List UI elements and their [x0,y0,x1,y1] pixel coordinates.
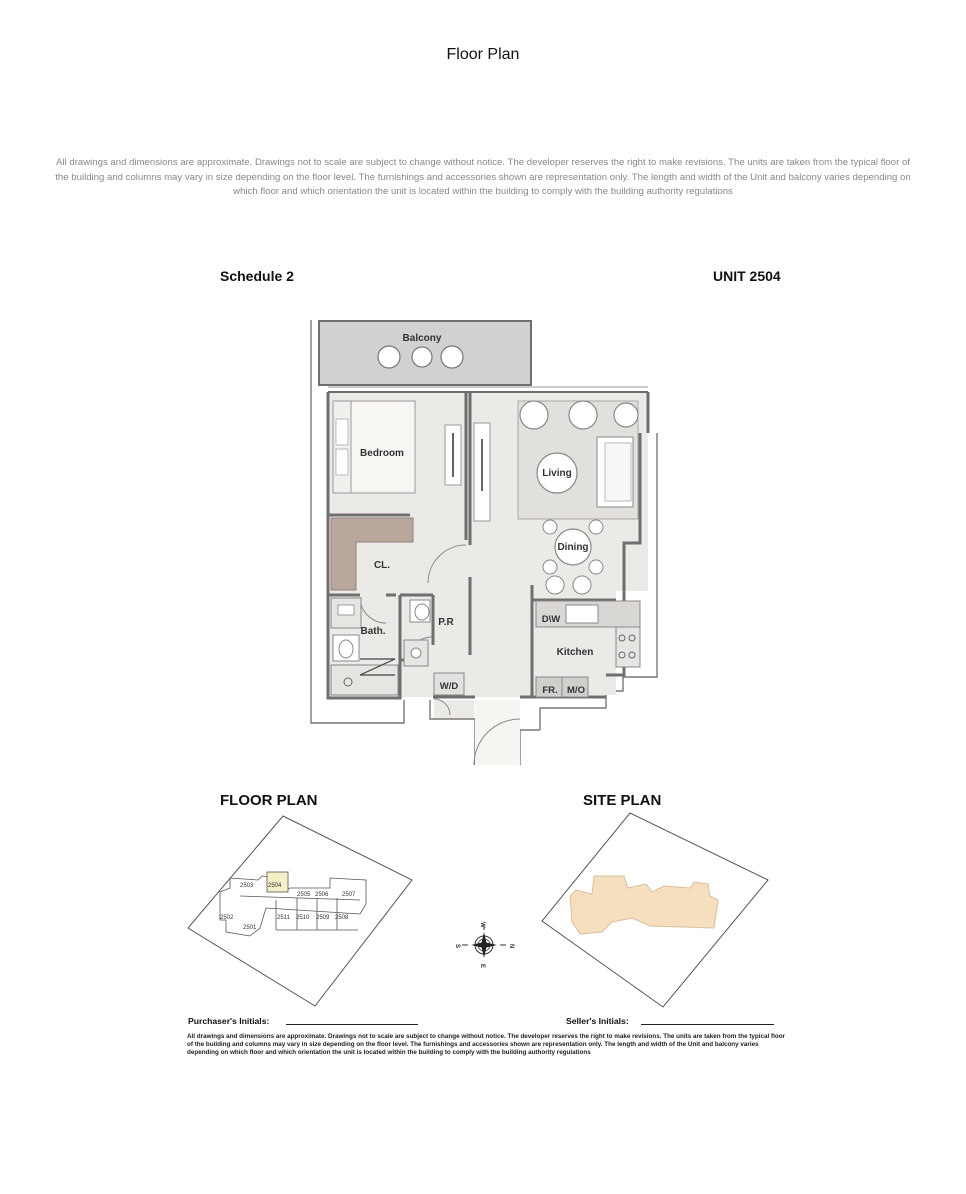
bath-label: Bath. [360,626,386,637]
unit-2501-label: 2501 [243,925,257,931]
key-plan-building [220,872,366,936]
unit-2509-label: 2509 [316,915,330,921]
fridge-label: FR. [542,685,558,696]
purchaser-initials-label: Purchaser's Initials: [188,1016,270,1026]
unit-2508-label: 2508 [335,915,349,921]
unit-2504-label: 2504 [268,883,282,889]
unit-2506-label: 2506 [315,892,329,898]
washer-dryer-label: W/D [439,681,459,692]
seller-initials-line[interactable] [641,1024,774,1025]
site-plan-building [570,876,718,934]
unit-label: UNIT 2504 [713,268,781,284]
living-label: Living [542,468,572,479]
compass-w-label: W [479,922,485,928]
dishwasher-label: D\W [541,614,561,625]
compass-n-label: N [508,944,514,949]
site-plan-heading: SITE PLAN [583,792,662,809]
compass-rose-icon [462,927,506,958]
unit-2503-label: 2503 [240,883,254,889]
closet-label: CL. [373,560,391,571]
microwave-label: M/O [567,685,585,696]
balcony-label: Balcony [402,333,442,344]
powder-room-label: P.R [438,617,454,628]
dining-label: Dining [557,542,589,553]
unit-2505-label: 2505 [297,892,311,898]
key-and-site-plans [180,808,780,1008]
page-title: Floor Plan [446,46,520,63]
compass-s-label: S [454,944,460,949]
purchaser-initials-line[interactable] [286,1024,418,1025]
compass-e-label: E [479,964,485,969]
balcony-area [319,321,531,385]
floor-plan-heading: FLOOR PLAN [220,792,318,809]
unit-2502-label: 2502 [220,915,234,921]
kitchen-label: Kitchen [556,647,594,658]
schedule-label: Schedule 2 [220,268,294,284]
unit-2507-label: 2507 [342,892,356,898]
unit-2510-label: 2510 [296,915,310,921]
bedroom-label: Bedroom [360,448,404,459]
seller-initials-label: Seller's Initials: [566,1016,629,1026]
floor-plan-drawing [300,315,670,775]
unit-2511-label: 2511 [277,915,290,921]
disclaimer-bottom: All drawings and dimensions are approximate. Drawings not to scale are subject to change without notice. The developer reserves the right to make revisions. The units are taken from the typical floor of the building and columns may vary in size depending on the floor level. The furnishings and accessories shown are representation only. The length and width of the Unit and balcony varies depending on which floor and which orientation the unit is located within the building to comply with the building authority regulations [187,1033,786,1056]
disclaimer-top: All drawings and dimensions are approximate. Drawings not to scale are subject to change without notice. The developer reserves the right to make revisions. The units are taken from the typical floor of the building and columns may vary in size depending on the floor level. The furnishings and accessories shown are representation only. The length and width of the Unit and balcony varies depending on which floor and which orientation the unit is located within the building to comply with the building authority regulations [55,157,911,197]
